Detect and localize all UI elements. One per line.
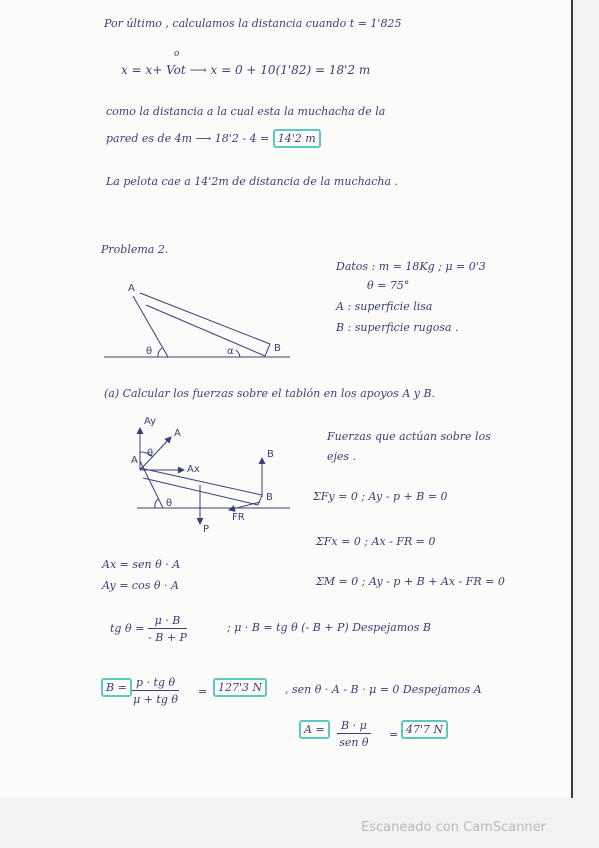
- b-result: [213, 682, 267, 693]
- equation-ax: Ax = sen θ · A: [102, 558, 181, 571]
- boxed-a-result: 47'7 N: [401, 720, 448, 739]
- equation-ay: Ay = cos θ · A: [102, 579, 179, 592]
- fraction-tg: [148, 615, 187, 643]
- text-line-3b-main: pared es de 4m ⟶ 18'2 - 4 =: [106, 132, 270, 145]
- fig2-label-ax: Ax: [187, 464, 200, 475]
- boxed-b-result: 127'3 N: [213, 678, 267, 697]
- fig1-label-b: B: [274, 343, 281, 354]
- equation-tg-rest: ; μ · B = tg θ (- B + P) Despejamos B: [227, 621, 431, 634]
- equation-position-rest: + Vot ⟶ x = 0 + 10(1'82) = 18'2 m: [152, 63, 371, 77]
- fig1-label-a: A: [128, 283, 135, 294]
- camscanner-watermark: Escaneado con CamScanner: [361, 820, 547, 835]
- data-line-mass: Datos : m = 18Kg ; μ = 0'3: [336, 260, 486, 273]
- forces-text-2: ejes .: [327, 450, 357, 463]
- data-line-surface-a: A : superficie lisa: [336, 300, 433, 313]
- fraction-a: [337, 720, 371, 748]
- text-line-3a: como la distancia a la cual esta la muchacha de la: [106, 105, 386, 118]
- equation-tg-lhs: tg θ =: [110, 622, 145, 635]
- a-equals: =: [389, 728, 399, 741]
- fraction-tg-numerator: μ · B: [148, 615, 187, 629]
- equation-sen-line: , sen θ · A - B · μ = 0 Despejamos A: [285, 683, 482, 696]
- fig2-label-ay: Ay: [144, 416, 157, 427]
- fig2-label-p: P: [203, 524, 210, 535]
- fig2-label-theta: θ: [147, 448, 154, 459]
- boxed-b-symbol: B =: [101, 678, 132, 697]
- arrow-a: [140, 437, 171, 470]
- fig2-label-a-point: A: [131, 455, 138, 466]
- fraction-b: [132, 677, 179, 705]
- data-line-theta: θ = 75°: [367, 279, 410, 292]
- data-line-surface-b: B : superficie rugosa .: [336, 321, 459, 334]
- equation-sum-m: ΣM = 0 ; Ay - p + B + Ax - FR = 0: [316, 575, 505, 588]
- b-equals: =: [198, 685, 208, 698]
- equation-sum-fy: ΣFy = 0 ; Ay - p + B = 0: [313, 490, 448, 503]
- a-result: [401, 724, 448, 735]
- text-line-1: Por último , calculamos la distancia cuando t = 1'825: [104, 17, 402, 30]
- equation-position-lhs: x = x: [121, 63, 153, 77]
- fraction-b-numerator: p · tg θ: [132, 677, 179, 691]
- angle-arc-theta-bottom: [155, 499, 158, 508]
- wall-line-2: [140, 461, 163, 508]
- fraction-b-denominator: μ + tg θ: [133, 693, 179, 706]
- fig2-label-a-vector: A: [174, 428, 181, 439]
- fig2-label-b-point: B: [266, 492, 273, 503]
- forces-text-1: Fuerzas que actúan sobre los: [327, 430, 491, 443]
- problem-title: Problema 2.: [101, 243, 169, 256]
- zero-superscript: o: [174, 49, 180, 59]
- fig1-label-alpha: α: [227, 346, 234, 357]
- fraction-a-denominator: sen θ: [339, 736, 369, 749]
- fraction-tg-denominator: - B + P: [148, 631, 187, 644]
- boxed-result-distance: 14'2 m: [273, 129, 321, 148]
- text-line-4: La pelota cae a 14'2m de distancia de la muchacha .: [106, 175, 399, 188]
- fig1-label-theta: θ: [146, 346, 153, 357]
- b-lhs: [101, 682, 132, 693]
- boxed-a-symbol: A =: [299, 720, 330, 739]
- fig2-label-fr: FR: [232, 512, 245, 523]
- plank-end-2: [258, 495, 262, 505]
- fraction-a-numerator: B · μ: [337, 720, 371, 734]
- fig2-label-theta-bottom: θ: [166, 498, 173, 509]
- equation-sum-fx: ΣFx = 0 ; Ax - FR = 0: [316, 535, 436, 548]
- arrow-fr: [229, 502, 260, 510]
- part-a-statement: (a) Calcular los fuerzas sobre el tablón en los apoyos A y B.: [104, 387, 436, 400]
- a-lhs: [299, 724, 330, 735]
- fig2-label-b-vector: B: [267, 449, 274, 460]
